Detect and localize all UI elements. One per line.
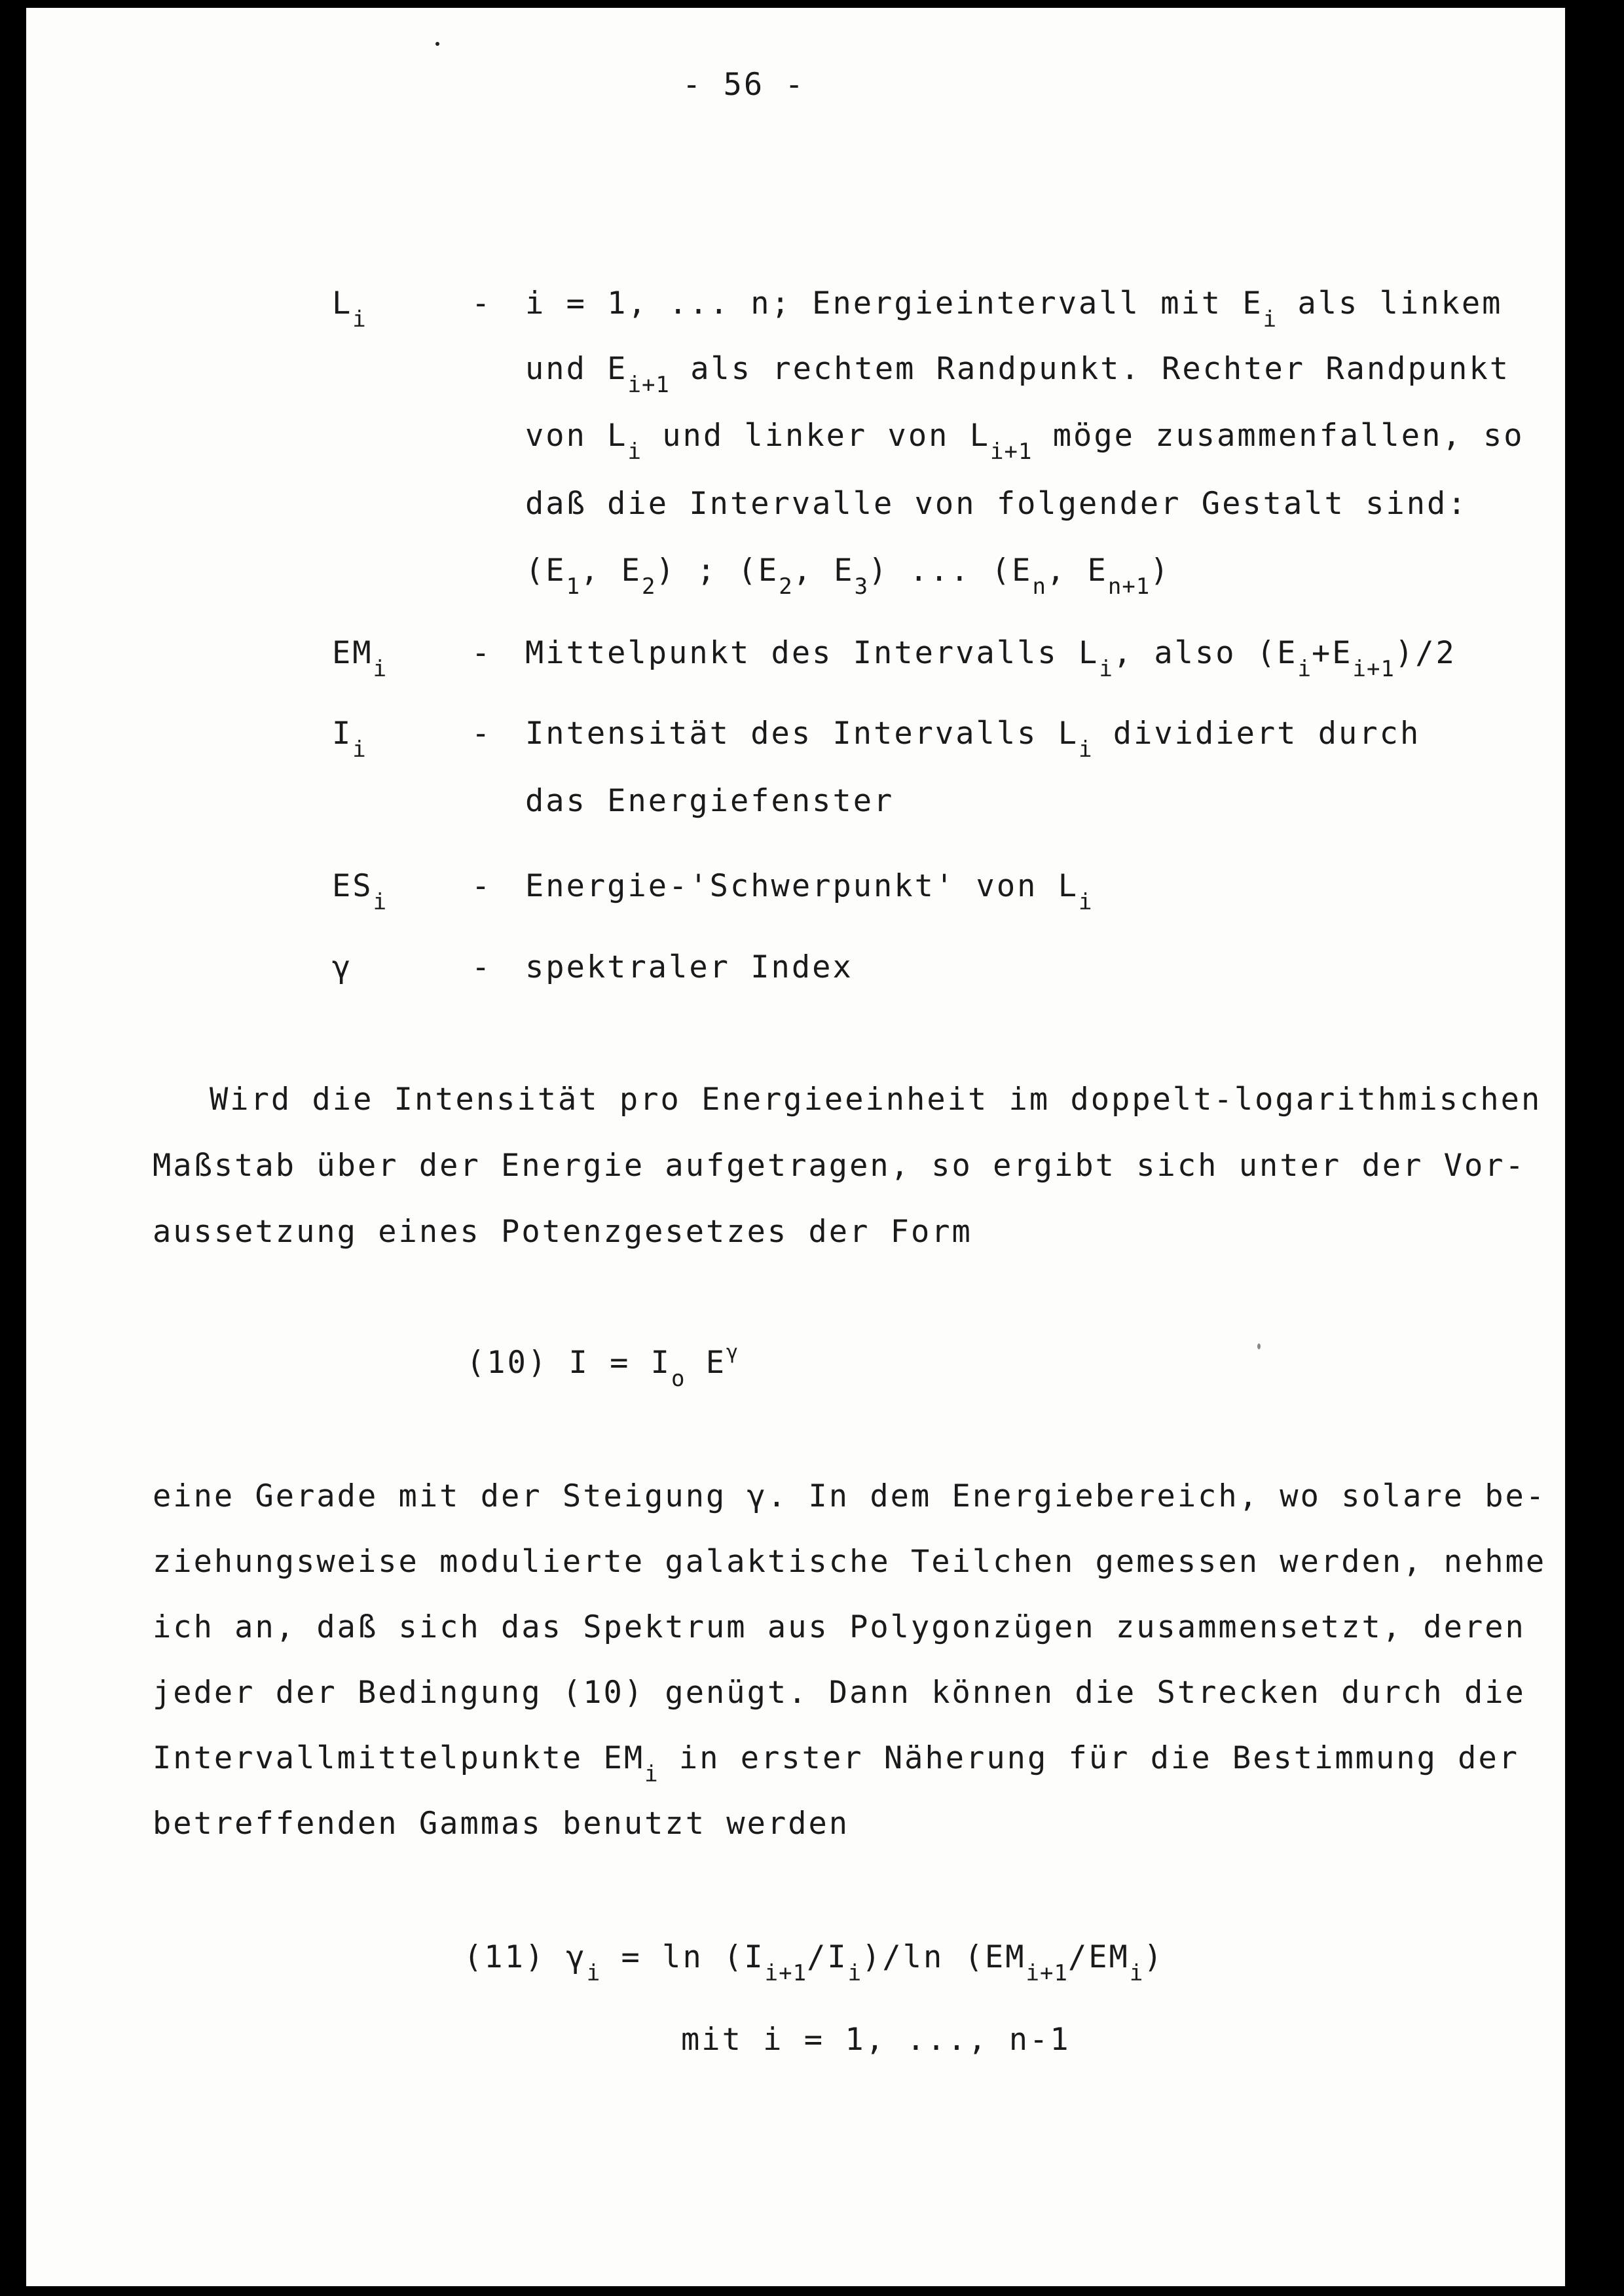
document-page bbox=[26, 8, 1565, 2286]
def-line: Intensität des Intervalls $L_i$ dividiert durch bbox=[525, 716, 1421, 763]
def-symbol-L: $L_i$ bbox=[332, 285, 367, 333]
def-line: das Energiefenster bbox=[525, 783, 895, 819]
def-line: Energie-'Schwerpunkt' von $L_i$ bbox=[525, 868, 1093, 915]
def-line: spektraler Index bbox=[525, 949, 853, 985]
equation-10: (10) $I = I_o$ $E^\gamma$ bbox=[466, 1341, 739, 1392]
def-dash: - bbox=[471, 949, 492, 985]
def-line: i = 1, ... n; Energieintervall mit $E_i$ als linkem bbox=[525, 285, 1503, 333]
def-dash: - bbox=[471, 868, 492, 904]
def-dash: - bbox=[471, 716, 492, 752]
def-line: daß die Intervalle von folgender Gestalt sind: bbox=[525, 486, 1468, 522]
def-dash: - bbox=[471, 635, 492, 671]
def-line: ($E_1$, $E_2$) ; ($E_2$, $E_3$) ... ($E_n$, $E_{n+1}$) bbox=[525, 553, 1171, 600]
paragraph-line: eine Gerade mit der Steigung γ. In dem Energiebereich, wo solare be- bbox=[153, 1478, 1547, 1514]
def-symbol-ES: $ES_i$ bbox=[332, 868, 388, 915]
equation-11-condition: mit i = 1, ..., n-1 bbox=[681, 2022, 1071, 2058]
page-number: - 56 - bbox=[682, 67, 805, 103]
paragraph-line: ziehungsweise modulierte galaktische Teilchen gemessen werden, nehme bbox=[153, 1544, 1547, 1580]
def-line: Mittelpunkt des Intervalls $L_i$, also $(E_i+E_{i+1})/2$ bbox=[525, 635, 1456, 682]
def-symbol-gamma: γ bbox=[332, 949, 353, 985]
paragraph-line: ich an, daß sich das Spektrum aus Polygonzügen zusammensetzt, deren bbox=[153, 1609, 1526, 1645]
speck-mark bbox=[435, 42, 439, 46]
def-line: und $E_{i+1}$ als rechtem Randpunkt. Rechter Randpunkt bbox=[525, 351, 1511, 398]
paragraph-line: betreffenden Gammas benutzt werden bbox=[153, 1806, 850, 1842]
equation-11: (11) $\gamma_i = \ln (I_{i+1}/I_i)/\ln$ $(EM_{i+1}/EM_i)$ bbox=[464, 1939, 1164, 1986]
paragraph-line: jeder der Bedingung (10) genügt. Dann können die Strecken durch die bbox=[153, 1675, 1526, 1711]
paragraph-line: Wird die Intensität pro Energieeinheit im doppelt-logarithmischen bbox=[210, 1082, 1542, 1118]
def-symbol-I: $I_i$ bbox=[332, 716, 367, 763]
def-symbol-EM: $EM_i$ bbox=[332, 635, 388, 682]
paragraph-line: Intervallmittelpunkte $EM_i$ in erster Näherung für die Bestimmung der bbox=[153, 1740, 1520, 1787]
def-dash: - bbox=[471, 285, 492, 321]
speck-mark bbox=[1257, 1343, 1261, 1349]
paragraph-line: aussetzung eines Potenzgesetzes der Form bbox=[153, 1214, 972, 1250]
def-line: von $L_i$ und linker von $L_{i+1}$ möge zusammenfallen, so bbox=[525, 418, 1524, 465]
paragraph-line: Maßstab über der Energie aufgetragen, so ergibt sich unter der Vor- bbox=[153, 1148, 1526, 1184]
